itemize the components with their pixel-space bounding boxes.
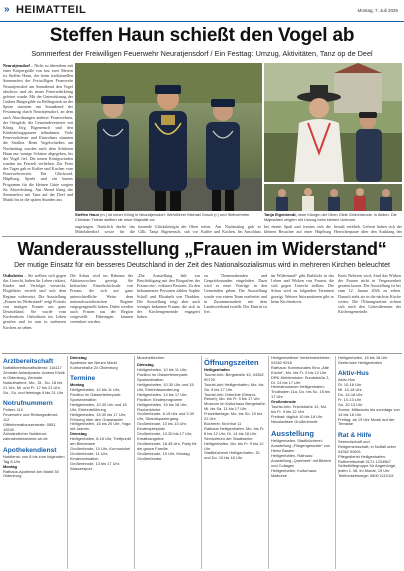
service-line: Servicebüro der Stadtwerke Heiligenhafen, Mo. bis Fr. 9 bis 12 Uhr — [204, 435, 264, 451]
service-line: Heiligenhafen, 10.30 Uhr und 15 Uhr, Erlebnisführung — [70, 401, 127, 412]
service-line: Montag — [3, 463, 17, 469]
service-line: Freibad: täglich 10 bis 18 Uhr — [271, 413, 323, 419]
service-line: Giftinformationszentrale: 0551 19240 — [3, 421, 56, 432]
service-line: Großenbrode, 10 Uhr, Kurmuschel — [70, 446, 131, 451]
service-line: Großenbrode, 13 bis 17 Uhr, Wassersport — [70, 460, 120, 471]
article2-text-1: – Sie stellten sich gegen das Unrecht, haben ihr Leben riskiert, Kinder und Verfolgte versteckt, Flugblätter verteilt und sich dem Regime widersetzt. Die Ausstellung „Frauen im Widerstand“ zeigt Porträts von mutigen Frauen aus ganz Deutschland. Sie wurde vom Kirchenkreis Ostholstein ins Leben gerufen und ist nun in mehreren Kirchen zu sehen. — [3, 273, 66, 330]
service-line: Heiligenhafen, Stadtbücherei: Ausstellung „Fliegengesichte“ von Heinz Basten — [271, 438, 331, 453]
service-line: Heiligenhafen, 15 bis 18 Uhr — [338, 356, 388, 360]
article1-column-2 — [75, 224, 135, 235]
article1-subheadline: Sommerfest der Freiwilligen Feuerwehr Neuratjensdorf / Ein Festtag: Umzug, Aktivitäten, Tanz op de Deel — [31, 49, 373, 58]
service-line: Großenbrode, 10 bis 13 Uhr, Kinderspielplatz — [137, 421, 187, 432]
service-line: Polizei: 110 — [3, 406, 24, 412]
article2-subheadline: Der mutige Einsatz für ein besseres Deutschland in der Zeit des Nationalsozialismus wird in mehreren Kirchen beleuchtet — [14, 262, 390, 269]
article1-text-3: tionende Glückskönigin der Oben Gilli, Tanja Bigenensch, sah vor — [138, 224, 198, 235]
column-divider — [134, 356, 135, 569]
service-column-info — [271, 356, 333, 569]
service-line: Museum im Kulturhaus Bergstraße: Mi. bis Sa. 11 bis 17 Uhr — [204, 401, 266, 412]
article1-column-4 — [201, 224, 261, 235]
article1-column-1 — [3, 63, 73, 233]
article2-text-3: „Die Ausstellung lädt zur Beschäftigung mit den Biografien der Frauen ein“, erläutert Pastorin. Zu den bekanntesten Personen zählen Sophie Scholl und Elisabeth von Thadden. Die Ausstellung zeigt aber auch weniger bekannte Frauen, die sich in der Kirchengemeinde engagiert haben. — [137, 273, 200, 320]
service-line: Selbsthilfegruppe für Angehörige, jeden 1. Mi. im Monat, 19 Uhr — [338, 463, 397, 474]
service-line: Heiligenhafen, 8.15 Uhr, Treffpunkt am Binnensee — [70, 436, 131, 447]
caption-queen-text: neue Königin der Oben Gilde Grübenbrode, in Aktion. Die Majestäten zeigten mit Umzug beim kleinen Umtrunk. — [264, 212, 397, 222]
article1-column-5 — [264, 224, 331, 235]
service-line: Rathaus-Apotheke Am Markt 30 Oldenburg — [3, 468, 59, 479]
service-line: Heiligenhafen, 18 bis 20 Uhr, Yoga mit Jasmin — [70, 421, 131, 432]
service-line: Seemolschaft und Reitgemeinschaft, in Notfall unter 04362 90601 — [338, 438, 396, 454]
heading-aktiv-hus: Aktiv-Hus — [338, 370, 369, 378]
service-line: Heiligenhafen, 14 bis 17 Uhr, Pavillon: Kinderprogramm — [137, 391, 188, 402]
section-marker: » — [4, 4, 10, 15]
issue-date: Montag, 7. Juli 2025 — [357, 8, 398, 13]
article1-caption-queen — [264, 213, 402, 222]
service-line: Dienstag — [137, 362, 154, 368]
heading-ausstellung: Ausstellung — [271, 429, 314, 439]
service-column-dates-2 — [137, 356, 199, 569]
service-line: Pflegedienst Heiligenhafen: Rufbereitschaft 0171 1234567 — [338, 453, 391, 464]
article1-photo-queen — [264, 63, 402, 182]
service-line: Di. 10-18 Uhr — [338, 382, 362, 388]
article1-caption-king — [75, 213, 262, 222]
heading-notrufnummern: Notrufnummern — [3, 399, 53, 407]
service-line: Heimatmuseum Heiligenhafen: Thulboden 11a, Do. bis So. 15 bis 17 Uhr — [271, 384, 331, 400]
article1-dateline: Neuratjensdorf — [3, 63, 30, 68]
article2-text-6: Kreis Rehvern wird, Sind das Wirken der Frauen nicht in Vergessenheit geraten lassen. Die Ausstellung ist bis zum 12. Januar 2026 zu sehen. Danach zieht sie in die nächste Kirche weiter. Die Öffnungszeiten richten sich nach den Gottesdiensten der Kirchengemeinde. — [338, 273, 401, 315]
service-line: Freizeitanlage: Mo. bis So. 10 bis 22 Uhr — [204, 411, 263, 422]
service-line: Muschelkirchen — [137, 356, 165, 360]
service-line: Aktiv-Hus — [338, 377, 355, 383]
service-line: Tourist-Info Ortmühle (Strand-Resort), Mo. bis Fr. 9 bis 17 Uhr — [204, 391, 260, 402]
service-line: Zentrale Anlaufpraxis: Ameos Klinik in Oldenburg, Zentrale Notaufnahme, Mo., Di., Do. 18 bis 21 Uhr, Mi. und Fr. 17 bis 21 Uhr, Sa., So. und feiertags 9 bis 21 Uhr — [3, 369, 65, 395]
column-divider — [67, 356, 68, 569]
service-line: Freitag: ab 19 Uhr Musik auf der Terrasse — [338, 416, 395, 427]
article2-text-2: Die Schau wird im Rahmen der Aktionswochen gezeigt. Sie beleuchtet Einzelschicksale von Frauen, die sich auf ganz unterschiedliche Weise dem nationalsozialistischen Regime entgegengestellt haben. Dabei werden auch Frauen aus der Region vorgestellt. Führungen können vereinbart werden. — [70, 273, 133, 325]
divider — [2, 353, 402, 354]
service-column-dates — [70, 356, 132, 569]
service-line: Notdienst: von 8 bis zum folgenden Tag 8 Uhr — [3, 453, 65, 464]
service-column-doctors — [3, 356, 65, 569]
column-divider — [201, 356, 202, 569]
heading-arztbereitschaft: Arztbereitschaft — [3, 358, 54, 365]
heading-apothekendienst: Apothekendienst — [3, 446, 57, 454]
service-line: Heiligenhafen, 10 bis 11 Uhr, Pavillon im Ostseeferienpark: Sportanimation — [137, 367, 189, 383]
service-line: Großenbrode, 13.30 bis 17 Uhr, Kreativangebot — [137, 431, 193, 441]
service-line: Zahnärztlicher Notdienst: zahnaerztekammer-sh.de — [3, 431, 48, 442]
article2-column-5 — [271, 273, 334, 351]
service-line: Dienstag — [70, 431, 87, 437]
service-line: Großenbrode, 19 Uhr, Montag Großenbroder — [137, 450, 190, 461]
article1-column-6 — [334, 224, 402, 235]
article2-dateline: Ostholstein — [3, 273, 23, 278]
service-line: Fr. 10-13 Uhr — [338, 396, 362, 402]
article2-text-4: zu Themenabenden und Gesprächsrunden eingeladen. Dazu wird es neue Vorträge in den Gemeinden geben. Die Ausstellung wurde von einem Team erarbeitet und in Zusammenarbeit mit dem Landesverband erstellt. Der Eintritt ist frei. — [204, 273, 267, 315]
article1-photo-king — [75, 63, 262, 211]
article2-headline: Wanderausstellung „Frauen im Widerstand“ — [17, 239, 387, 259]
article1-text-6: bestalt verblieb. Gefreut haben sich der Herrscherpaare über den Ausklang des — [334, 224, 402, 235]
service-line: Bücherei: Kirchhof 11 — [204, 420, 242, 426]
heading-termine: Termine — [70, 375, 96, 383]
service-line: DRK-Kleiderstube: Sundstraße 2, Di. 14 bis 17 Uhr — [271, 374, 330, 385]
service-column-hours — [204, 356, 266, 569]
article2-column-2 — [70, 273, 133, 351]
heading-oeffnungszeiten: Öffnungszeiten — [204, 358, 259, 367]
service-line: Tourist-Info: Teichstraße 12, Mo. bis Fr. 9 bis 12 Uhr — [271, 404, 328, 414]
column-divider — [268, 356, 269, 569]
service-line: Seebrücke Heiligenhafen — [338, 359, 382, 365]
service-line: Montag — [70, 382, 84, 388]
article1-column-3 — [138, 224, 198, 235]
service-line: Feuerwehr und Rettungsdienst: 112 — [3, 411, 58, 422]
article1-text-1: – Nicht zu übersehen mit einer Körpergröße von fast zwei Metern ist Steffen Haun, der beim traditionellen Sommerfest der Freiwilligen Feuerwehr Neuratjensdorf am Sonnabend den Vogel abschoss und als neuer Feuerwehrkönig gefeiert wurde. Mit der Unterstützung der Grüben Bürgergilde zu Hellingstedt an der Spitze starteten am Sonnabend der Festumzug durch Neuratjensdorf, an dem auch Abordnungen anderer Feuerwehren, der Ortsgilde, die Gemeindevertreter mit König Jörg Bigenensch und den Kinderkönigspaaren teilnahmen. Viele Feuerwehrleute und Einwohner säumten die Straßen. Beim Vogelschießen am Nachmittag wurden nach dem Schützen Haun nur wenige Schüsse abgegeben, bis der Vogel fiel. Die neuen Königswürden wurden im Festzelt verliehen. Zur Feier des Tages gab es Kaffee und Kuchen vom Feuerwehrverein. Ein Glücksrad, Hüpfburg, Spiele und ein buntes Programm für die kleinen Gäste sorgten für Abwechslung. Am Abend klang das Sommerfest mit Tanz auf der Deel und Musik bis in die späten Stunden aus. — [3, 63, 73, 203]
service-line: Sa. 10-13 Uhr — [338, 401, 363, 407]
service-line: Heiligenhafen, 15.30 bis 17 Uhr, Führung über den Graswarder — [70, 411, 127, 422]
service-line: Heiligenhafen, 10 bis 11 Uhr, Pavillon im Ostseeferienpark: Sportanimation — [70, 387, 122, 402]
service-line: Tourist-Info: Bergstraße 43, 04362 90720 — [204, 371, 264, 382]
service-line: Heiligenhafen, Kulturhaus: Malkurse — [271, 467, 318, 478]
article1-text-2: angetragen. Natürlich durfte das Mittelalterdorf sowie für die — [75, 224, 135, 235]
section-title: HEIMATTEIL — [16, 4, 87, 16]
service-line: Großenbrode, 18.45 Uhr, Party für die ganze Familie — [137, 440, 197, 451]
service-line: Tourist-Info Heiligenhafen, Mo. bis Sa. 9 bis 17 Uhr — [204, 381, 264, 392]
article2-column-1 — [3, 273, 66, 351]
service-line: Dienstag — [70, 356, 87, 360]
article2-column-3 — [137, 273, 200, 351]
service-line: Rathaus: Kommunales Kino „Alte Küche“, Mo. bis Fr. 9 bis 12 Uhr — [271, 364, 329, 375]
heading-rat-hilfe: Rat & Hilfe — [338, 431, 372, 439]
article2-text-5: im Widerstand“ gibt Einblicke in das Leben und Wirken von Frauen, die sich gegen Unrecht stellten. Die Schau wird zu folgenden Terminen gezeigt. Weitere Informationen gibt es beim Kirchenkreis. — [271, 273, 334, 304]
divider — [2, 236, 402, 237]
service-line: Heiligenhafen — [204, 367, 230, 372]
service-line: Apotheke am Neuen Markt Kuhtorstraße 24 Oldenburg — [70, 359, 118, 370]
service-line: Heiligenhafen, 15 bis 16 Uhr, Fischerkirche — [137, 401, 188, 412]
page-header — [0, 0, 404, 22]
service-line: Mi. 14-18 Uhr — [338, 387, 362, 393]
article1-text-5: bei einem Spaß und freuten sich die kleinen Besucher auf einer Hüpfburg — [264, 224, 331, 235]
article1-headline: Steffen Haun schießt den Vogel ab — [49, 25, 355, 46]
service-line: Stadtbücherei Heiligenhafen, Di. und Do. 10 bis 18 Uhr — [204, 450, 261, 461]
article2-column-6 — [338, 273, 401, 351]
article2-column-4 — [204, 273, 267, 351]
caption-king-text: (m.) ist neuer König in Neuratjensdorf. Wehrführer Michael Gosch (r.) und Stellvertreter Christian Thiede stellten sie neue Majestät vor. — [75, 212, 250, 222]
service-line: Heiligenhafen, Rathaus: Ausstellung „Querbeet“ mit Bildern und Collagen — [271, 452, 332, 468]
service-line: Neustadtsee Großenbrode — [271, 418, 318, 424]
service-column-help — [338, 356, 401, 569]
service-line: Sonne: Mittwochs bis sonntags von 14 bis 18 Uhr — [338, 406, 400, 417]
caption-queen-name: Tanja Eigenbrodt, — [264, 212, 297, 217]
service-line: Großenbrode, 8.15 Uhr und 9.30 Uhr, Strandspaziergang — [137, 411, 195, 422]
column-divider — [335, 356, 336, 569]
article1-photo-group — [264, 184, 402, 211]
article1-text-4: retten. Am Nachmittag gab es Kaffee und Kuchen. Im Anschluss — [201, 224, 261, 235]
service-line: Telefonseelsorge: 0800 1110111 — [338, 473, 394, 479]
caption-king-name: Steffen Haun — [75, 212, 99, 217]
service-line: Großenbrode — [271, 399, 296, 405]
service-line: Heiligenhafener Verkehrsbetriebe: 04362 9018 — [271, 356, 331, 365]
service-line: Notfallbereitschaftsdienst: 116117 — [3, 365, 62, 370]
service-line: Heiligenhafen, 10.30 Uhr und 15 Uhr, Erlebniswanderung — [137, 382, 194, 392]
service-line: Do. 14-18 Uhr — [338, 392, 363, 398]
service-line: Rathaus Heiligenhafen, Mo. bis Fr. 8 bis 12 Uhr, Di. 14 bis 18 Uhr — [204, 425, 265, 436]
service-line: Großenbrode, 11 Uhr, Kinderanimation — [70, 450, 109, 461]
